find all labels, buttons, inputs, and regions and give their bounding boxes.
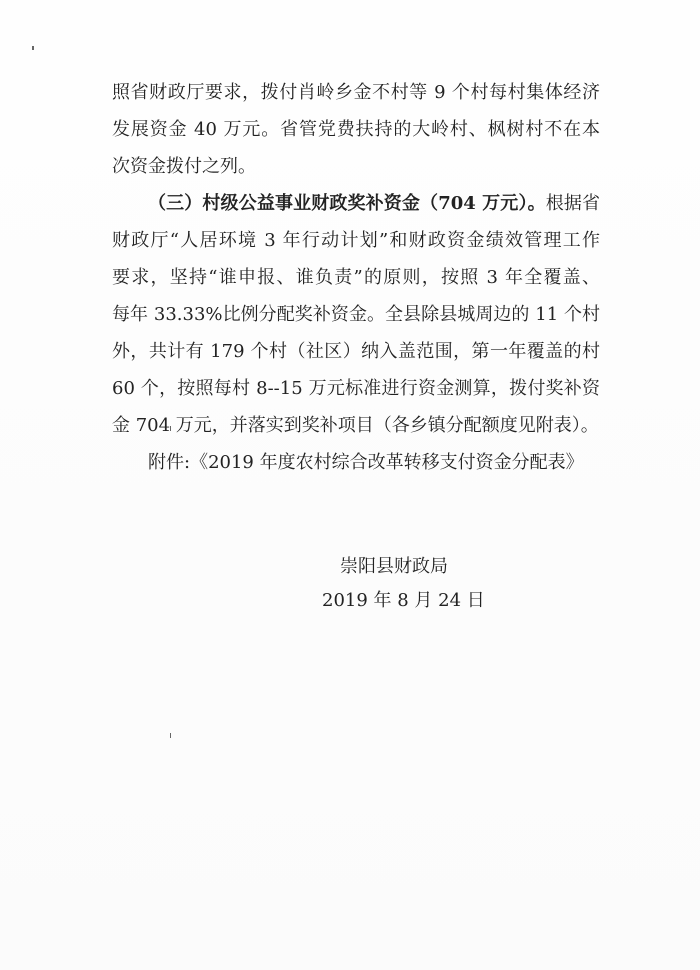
scan-mark <box>170 733 171 738</box>
section-heading: （三）村级公益事业财政奖补资金（704 万元）。 <box>148 193 546 214</box>
issue-date: 2019 年 8 月 24 日 <box>322 590 485 611</box>
text-fragment: 根据省 <box>545 193 601 214</box>
text-line: 财政厅“人居环境 3 年行动计划”和财政资金绩效管理工作 <box>112 230 600 251</box>
signature-block <box>300 550 600 618</box>
text-line: 发展资金 40 万元。省管党费扶持的大岭村、枫树村不在本 <box>112 119 600 140</box>
scan-mark <box>32 46 34 50</box>
text-line: 照省财政厅要求，拨付肖岭乡金不村等 9 个村每村集体经济 <box>112 82 600 103</box>
attachment-note: 附件:《2019 年度农村综合改革转移支付资金分配表》 <box>148 452 584 473</box>
text-line: 外，共计有 179 个村（社区）纳入盖范围，第一年覆盖的村 <box>112 341 600 362</box>
paragraph-1 <box>112 74 600 185</box>
text-line: 60 个，按照每村 8--15 万元标准进行资金测算，拨付奖补资 <box>112 378 600 399</box>
document-body <box>112 74 600 481</box>
text-line: 次资金拨付之列。 <box>112 156 256 177</box>
text-line: 金 704 万元，并落实到奖补项目（各乡镇分配额度见附表）。 <box>112 415 599 436</box>
issuing-organization: 崇阳县财政局 <box>340 556 448 577</box>
paragraph-2 <box>112 185 600 444</box>
text-line: 每年 33.33%比例分配奖补资金。全县除县城周边的 11 个村 <box>112 304 600 325</box>
text-line: 要求，坚持“谁申报、谁负责”的原则，按照 3 年全覆盖、 <box>112 267 600 288</box>
text-line <box>112 185 600 222</box>
